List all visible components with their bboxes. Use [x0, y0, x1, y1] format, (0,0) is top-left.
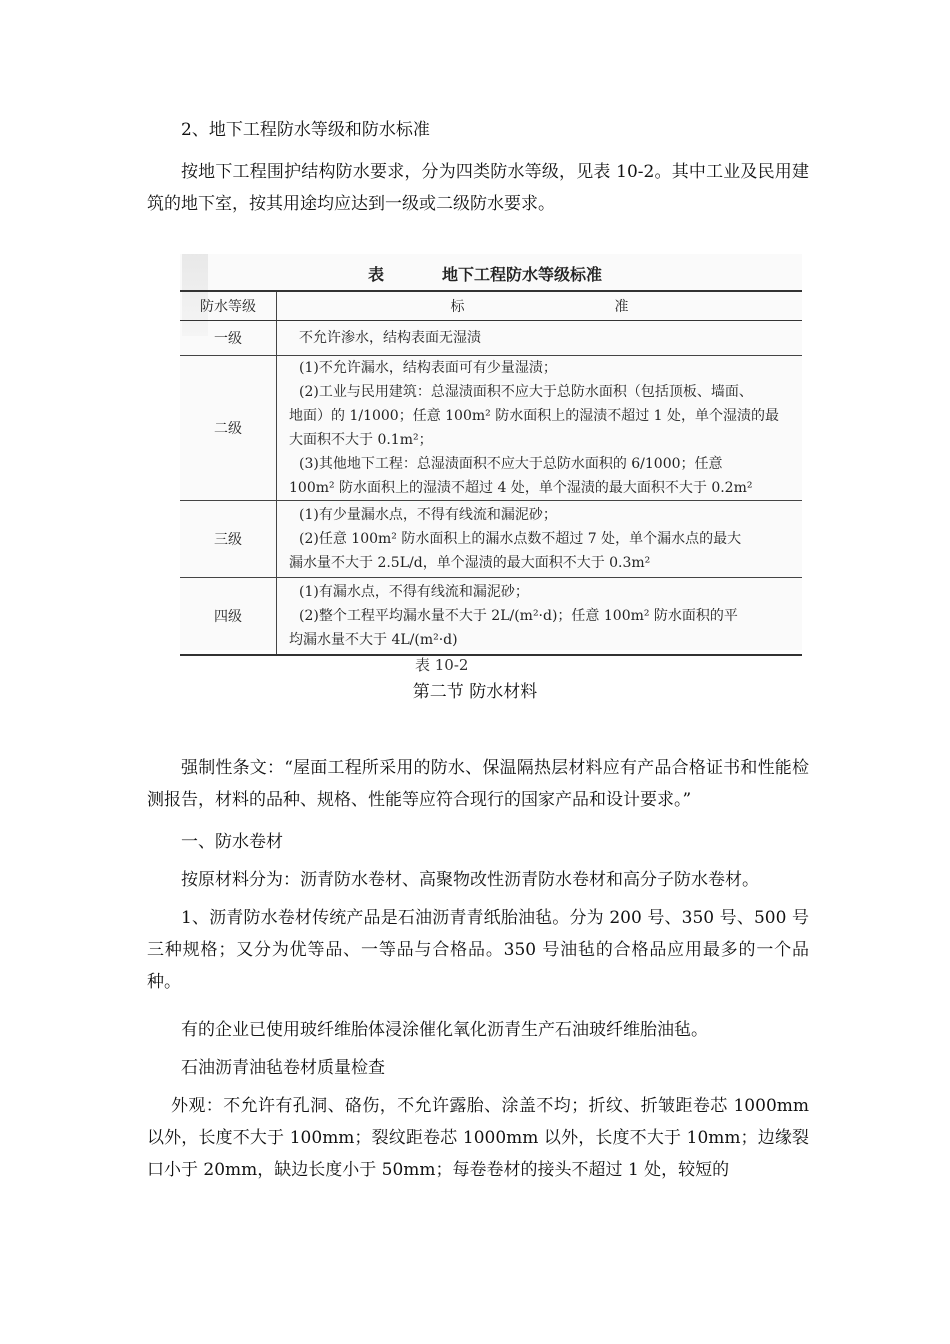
table-row — [180, 356, 802, 501]
standard-line: (1)有少量漏水点，不得有线流和漏泥砂； — [299, 507, 557, 523]
header-standard — [277, 291, 803, 321]
standard-line: 不允许渗水，结构表面无湿渍 — [299, 330, 481, 346]
standard-line: (1)不允许漏水，结构表面可有少量湿渍； — [299, 360, 557, 376]
table-row — [180, 501, 802, 578]
standard-line: 地面）的 1/1000；任意 100m² 防水面积上的湿渍不超过 1 处，单个湿渍的最 — [289, 408, 780, 424]
glass-fiber-paragraph: 有的企业已使用玻纤维胎体浸涂催化氧化沥青生产石油玻纤维胎油毡。 — [181, 1020, 708, 1040]
table-header-row — [180, 291, 802, 321]
header-standard-b: 准 — [614, 299, 629, 315]
standard-line: (2)任意 100m² 防水面积上的漏水点数不超过 7 处，单个漏水点的最大 — [299, 531, 742, 547]
standard-line: (2)整个工程平均漏水量不大于 2L/(m²·d)；任意 100m² 防水面积的平 — [299, 608, 738, 624]
quality-check-heading: 石油沥青油毡卷材质量检查 — [181, 1058, 385, 1078]
standard-cell — [277, 356, 803, 501]
table-caption: 表 10-2 — [415, 656, 469, 674]
header-grade: 防水等级 — [180, 291, 277, 321]
standard-cell — [277, 321, 803, 356]
classification-paragraph: 按原材料分为：沥青防水卷材、高聚物改性沥青防水卷材和高分子防水卷材。 — [181, 870, 759, 890]
waterproof-grade-table-figure — [180, 254, 802, 650]
subheading-waterproof-rolls: 一、防水卷材 — [181, 832, 283, 852]
section-title: 第二节 防水材料 — [412, 682, 538, 702]
table-title-prefix: 表 — [368, 265, 385, 284]
standard-line: 均漏水量不大于 4L/(m²·d) — [289, 632, 458, 648]
appearance-paragraph: 外观：不允许有孔洞、硌伤，不允许露胎、涂盖不均；折纹、折皱距卷芯 1000mm 以外，长度不大于 100mm；裂纹距卷芯 1000mm 以外，长度不大于 10mm；边缘裂口小于 20mm，缺边长度小于 50mm；每卷卷材的接头不超过 1 处，较短的 — [147, 1096, 809, 1180]
heading-waterproof-grade: 2、地下工程防水等级和防水标准 — [181, 120, 430, 140]
standard-cell — [277, 501, 803, 578]
standard-cell — [277, 578, 803, 656]
intro-paragraph: 按地下工程围护结构防水要求，分为四类防水等级，见表 10-2。其中工业及民用建筑的地下室，按其用途均应达到一级或二级防水要求。 — [147, 162, 809, 214]
standard-line: 大面积不大于 0.1m²； — [289, 432, 433, 448]
standard-line: 100m² 防水面积上的湿渍不超过 4 处，单个湿渍的最大面积不大于 0.2m² — [289, 480, 753, 496]
grade-cell: 四级 — [180, 578, 277, 656]
table-row — [180, 578, 802, 656]
asphalt-roll-paragraph: 1、沥青防水卷材传统产品是石油沥青青纸胎油毡。分为 200 号、350 号、500 号三种规格；又分为优等品、一等品与合格品。350 号油毡的合格品应用最多的一个品种。 — [147, 908, 809, 992]
standard-line: (1)有漏水点，不得有线流和漏泥砂； — [299, 584, 529, 600]
header-standard-a: 标 — [450, 299, 465, 315]
table-title — [180, 254, 802, 288]
grade-cell: 二级 — [180, 356, 277, 501]
mandatory-clause: 强制性条文：“屋面工程所采用的防水、保温隔热层材料应有产品合格证书和性能检测报告，材料的品种、规格、性能等应符合现行的国家产品和设计要求。” — [147, 758, 809, 810]
table-row — [180, 321, 802, 356]
waterproof-grade-table — [180, 290, 802, 656]
grade-cell: 一级 — [180, 321, 277, 356]
standard-line: 漏水量不大于 2.5L/d，单个湿渍的最大面积不大于 0.3m² — [289, 555, 651, 571]
standard-line: (3)其他地下工程：总湿渍面积不应大于总防水面积的 6/1000；任意 — [299, 456, 723, 472]
standard-line: (2)工业与民用建筑：总湿渍面积不应大于总防水面积（包括顶板、墙面、 — [299, 384, 753, 400]
grade-cell: 三级 — [180, 501, 277, 578]
table-title-name: 地下工程防水等级标准 — [442, 265, 603, 284]
